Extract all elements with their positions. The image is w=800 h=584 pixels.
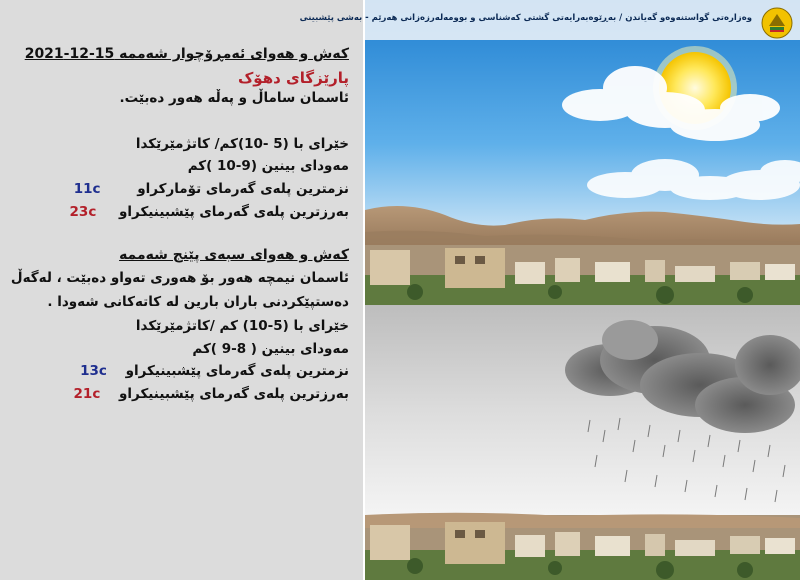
day1-location: پارێزگای دهۆک xyxy=(237,69,349,87)
day2-visibility: مەودای بینین ( 8-9 )کم xyxy=(192,341,349,357)
day2-sky-line2: دەستپێکردنی باران بارین لە کاتەکانی شەودا . xyxy=(47,294,349,310)
day1-max-row xyxy=(70,202,349,222)
day2-min-value: 13c xyxy=(80,363,107,379)
kurdistan-emblem-icon xyxy=(760,6,794,40)
day1-min-row xyxy=(74,179,349,199)
day2-wind: خێرای با (5-10) کم /کاتژمێرێکدا xyxy=(135,318,349,334)
day2-sky-line1: ئاسمان نیمچە هەور بۆ هەوری تەواو دەبێت ، لەگەڵ xyxy=(10,270,349,286)
city-skyline xyxy=(365,245,800,305)
forecast-text-panel xyxy=(0,0,363,580)
day2-title: کەش و هەوای سبەی پێنج شەممە xyxy=(119,247,349,263)
day1-wind: خێرای با (5 -10)کم/ کاتژمێرێکدا xyxy=(135,136,349,152)
day1-sky: ئاسمان ساماڵ و پەڵە هەور دەبێت. xyxy=(119,90,349,106)
day1-visibility: مەودای بینین (9-10 )کم xyxy=(187,158,349,174)
ministry-header xyxy=(299,0,800,40)
day1-min-label: نزمترین پلەی گەرمای تۆمارکراو xyxy=(137,181,349,197)
ministry-header-text: وەزارەتی گواستنەوەو گەیاندن / بەڕێوەبەرایەتی گشتی کەشناسی و بوومەلەرزەزانی هەرێم - بەشی پێشبینی xyxy=(299,13,752,23)
day1-max-value: 23c xyxy=(69,204,97,220)
day2-max-row xyxy=(74,384,349,404)
weather-illustration xyxy=(365,0,800,580)
day2-max-label: بەرزترین پلەی گەرمای پێشبینیکراو xyxy=(119,386,349,402)
day2-min-label: نزمترین پلەی گەرمای پێشبینیکراو xyxy=(125,363,349,379)
day1-title: کەش و هەوای ئەمڕۆچوار شەممە 15-12-2021 xyxy=(24,46,349,62)
day1-max-label: بەرزترین پلەی گەرمای پێشبینیکراو xyxy=(119,204,349,220)
day2-min-row xyxy=(80,361,349,381)
city-skyline xyxy=(365,513,800,580)
day1-min-value: 11c xyxy=(73,181,101,197)
weather-illustration-panel xyxy=(299,0,800,580)
day2-max-value: 21c xyxy=(73,386,101,402)
